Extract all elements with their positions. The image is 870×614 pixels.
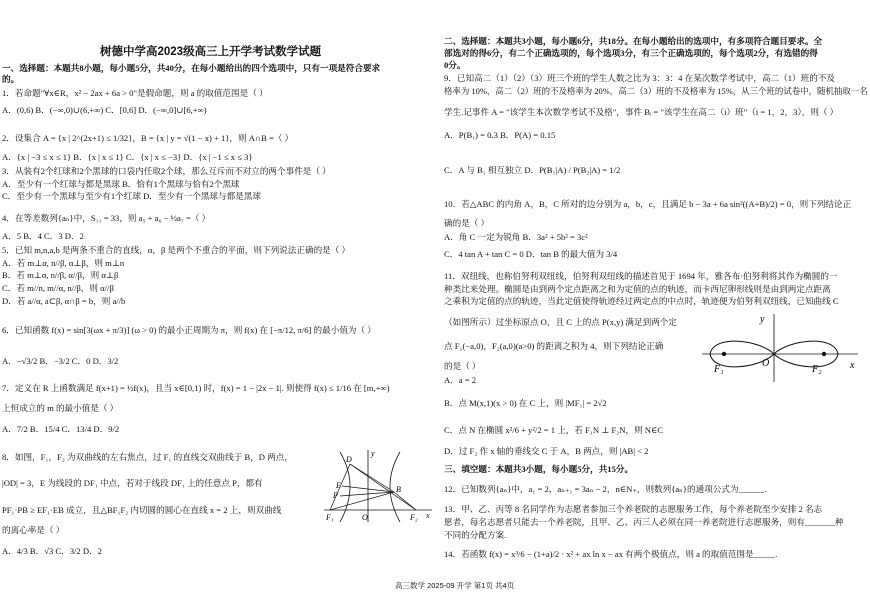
left-line: B．若 m⊥α, n//β, α//β，则 α⊥β xyxy=(2,270,119,280)
right-line: 10．若△ABC 的内角 A，B，C 所对的边分别为 a，b，c，且满足 b − 3a + 6a sin²((A+B)/2) = 0，则下列结论正 xyxy=(444,199,852,209)
focus-F2 xyxy=(822,352,826,356)
right-line: 0分。 xyxy=(444,60,466,70)
left-line: A．7/2 B．15/4 C．13/4 D．9/2 xyxy=(2,424,120,434)
fig-label-F2: F₂ xyxy=(410,513,418,522)
fig-label-x: x xyxy=(850,360,855,371)
left-line: D．若 a//α, a⊂β, α∩β = b，则 a//b xyxy=(2,296,126,306)
page-title: 树德中学高2023级高三上开学考试数学试题 xyxy=(100,46,322,58)
right-line: 之乘积为定值的点的轨迹，当此定值使得轨迹经过两定点的中点时，轨迹便为伯努利双纽线，已知曲线 C xyxy=(444,296,839,306)
fig-label-D: D xyxy=(346,455,352,464)
fig-label-P: P xyxy=(333,491,338,500)
right-line: 9．已知高二（1）（2）（3）班三个班的学生人数之比为 3：3：4 在某次数学考试中，高二（1）班的不及 xyxy=(444,73,836,83)
line-B-F2 xyxy=(394,492,416,510)
left-line: A．若 m⊥α, n//β, α⊥β，则 m⊥n xyxy=(2,258,125,268)
right-line: 愿者，每名志愿者只能去一个养老院，且甲、乙、丙三人必须在同一养老院进行志愿服务，则有_______种 xyxy=(444,517,844,527)
fig-label-x: x xyxy=(426,511,430,520)
right-line: 点 F₁(−a,0)，F₂(a,0)(a>0) 的距离之积为 4，则下列结论正确 xyxy=(444,341,664,351)
fig-label-F1: F₁ xyxy=(714,364,724,375)
left-line: 8．如图，F₁，F₂ 为双曲线的左右焦点，过 F₁ 的直线交双曲线于 B，D 两点， xyxy=(2,452,293,462)
fig-label-F2: F₂ xyxy=(812,364,822,375)
left-line: A．−√3/2 B．−3/2 C．0 D．3/2 xyxy=(2,356,119,366)
left-line: A．5 B．4 C．3 D．2 xyxy=(2,231,84,241)
left-line: |OD| = 3，E 为线段的 DF₁ 中点，若对于线段 DF₁ 上的任意点 P，都有 xyxy=(2,478,263,488)
fig-label-E: E xyxy=(336,481,341,490)
fig-label-y: y xyxy=(371,449,375,458)
left-line: PF₁·PB ≥ EF₁·EB 成立，且△BF₁F₂ 内切圆的圆心在直线 x = 2 上，则双曲线 xyxy=(2,505,282,515)
right-line: 学生.记事件 A = "该学生本次数学考试不及格"，事件 Bᵢ = "该学生在高二（i）班"（i = 1，2，3），则（ ） xyxy=(444,107,839,117)
right-line: B．点 M(x,1)(x > 0) 在 C 上，则 |MF₁| = 2√2 xyxy=(444,398,607,408)
left-line: A．{x | −3 ≤ x ≤ 1} B．{x | x ≤ 1} C．{x | x ≤ −3} D．{x | −1 ≤ x ≤ 3} xyxy=(2,152,253,162)
left-line: 2．设集合 A = {x | 2^(2x+1) ≤ 1/32}，B = {x | y = √(1 − x) + 1}，则 A∩B =（ ） xyxy=(2,133,294,143)
left-line: 6．已知函数 f(x) = sin[3(ωx + π/3)] (ω > 0) 的最小正周期为 π，则 f(x) 在 [−π/12, π/6] 的最小值为（ ） xyxy=(2,325,376,335)
left-line: C．若 m//n, m//α, n//β，则 α//β xyxy=(2,283,114,293)
left-line: 5．已知 m,n,a,b 是两条不重合的直线，α，β 是两个不重合的平面，则下列说法正确的是（ ） xyxy=(2,245,351,255)
page-footer: 高三数学 2025-09 开学 第1页 共4页 xyxy=(395,581,515,590)
fig-label-B: B xyxy=(396,485,401,494)
fig-label-O: O xyxy=(762,358,770,369)
left-line: 3．从装有2个红球和2个黑球的口袋内任取2个球，那么互斥而不对立的两个事件是（ ） xyxy=(2,166,331,176)
right-line: 12．已知数列{aₙ}中，a₁ = 2，aₙ₊₁ = 3aₙ − 2，n∈N₊，则数列{aₙ}的通项公式为______. xyxy=(444,484,767,494)
right-line: C．4 tan A + tan C = 0 D．tan B 的最大值为 3/4 xyxy=(444,249,618,259)
left-line: 上恒成立的 m 的最小值是（ ） xyxy=(2,403,119,413)
left-line: 的。 xyxy=(2,74,20,84)
right-line: 三、填空题：本题共3小题，每小题5分，共15分。 xyxy=(444,464,634,474)
right-line: 11．双纽线，也称伯努利双纽线，伯努利双纽线的描述首见于 1694 年，雅各布·伯努利将其作为椭圆的一 xyxy=(444,271,838,281)
right-line: A．P(B₁) = 0.3 B．P(A) = 0.15 xyxy=(444,130,556,140)
left-line: A．至少有一个红球与都是黑球 B．恰有1个黑球与恰有2个黑球 xyxy=(2,179,240,189)
right-line: （如图所示）过坐标原点 O，且 C 上的点 P(x,y) 满足到两个定 xyxy=(444,317,677,327)
fig-label-O: O xyxy=(362,513,368,522)
right-line: C．点 N 在椭圆 x²/6 + y²/2 = 1 上，若 F₁N ⊥ F₂N，则 N∈C xyxy=(444,425,664,435)
line-D-F2 xyxy=(350,464,416,510)
left-line: A．4/3 B．√3 C．3/2 D．2 xyxy=(2,546,102,556)
fig-label-F1: F₁ xyxy=(326,513,334,522)
left-line: 7．定义在 R 上函数满足 f(x+1) = ½f(x)，且当 x∈[0,1) 时，f(x) = 1 − |2x − 1|. 则使得 f(x) ≤ 1/16 在 [m,+∞) xyxy=(2,383,390,393)
right-line: 的是（ ） xyxy=(444,361,481,371)
left-line: C．至少有一个黑球与至少有1个红球 D．至少有一个黑球与都是黑球 xyxy=(2,191,262,201)
right-line: 13．甲、乙、丙等 8 名同学作为志愿者参加三个养老院的志愿服务工作，每个养老院至少安排 2 名志 xyxy=(444,504,823,514)
right-line: A．角 C 一定为锐角 B．3a² + 5b² = 3c² xyxy=(444,232,588,242)
right-line: 部选对的得6分，有二个正确选项的，每个选项3分，有三个正确选项的，每个选项2分，有选错的得 xyxy=(444,48,818,58)
fig-label-y: y xyxy=(760,314,765,325)
focus-F1 xyxy=(722,352,726,356)
right-line: 确的是（ ） xyxy=(444,218,490,228)
right-line: 14．若函数 f(x) = x³/6 − (1+a)/2 · x² + ax ln x − ax 有两个极值点，则 a 的取值范围是_____. xyxy=(444,549,778,559)
right-line: 种类比来处理。椭圆是由到两个定点距离之和为定值的点的轨迹，而卡西尼卵形线则是由到两定点距离 xyxy=(444,284,831,294)
right-line: 二、选择题：本题共3小题，每小题6分，共18分。在每小题给出的选项中，有多项符合题目要求。全 xyxy=(444,36,823,46)
left-line: 1．若命题"∀x∈R，x² − 2ax + 6a > 0"是假命题，则 a 的取值范围是（ ） xyxy=(2,88,268,98)
left-line: 4．在等差数列{aₙ}中，S₁₁ = 33，则 a₅ + a₆ − ½a₇ =（ ） xyxy=(2,213,211,223)
left-line: 的离心率是（ ） xyxy=(2,525,65,535)
right-line: A．a = 2 xyxy=(444,375,477,385)
lemniscate-figure xyxy=(700,310,862,384)
right-line: C．A 与 B₁ 相互独立 D．P(B₁|A) / P(B₂|A) = 1/2 xyxy=(444,165,621,175)
left-line: 一、选择题：本题共8小题，每小题5分，共40分，在每小题给出的四个选项中，只有一项是符合要求 xyxy=(2,63,381,73)
right-line: D．过 F₂ 作 x 轴的垂线交 C 于 A，B 两点，则 |AB| < 2 xyxy=(444,446,649,456)
right-line: 不同的分配方案. xyxy=(444,530,507,540)
right-line: 格率为 10%，高二（2）班的不及格率为 20%，高二（3）班的不及格率为 15%，从三个班的试卷中，随机抽取一名 xyxy=(444,86,868,96)
hyperbola-figure xyxy=(322,448,434,524)
left-line: A．(0,6) B．(−∞,0)∪(6,+∞) C．[0,6] D．(−∞,0]∪[6,+∞) xyxy=(2,105,207,115)
